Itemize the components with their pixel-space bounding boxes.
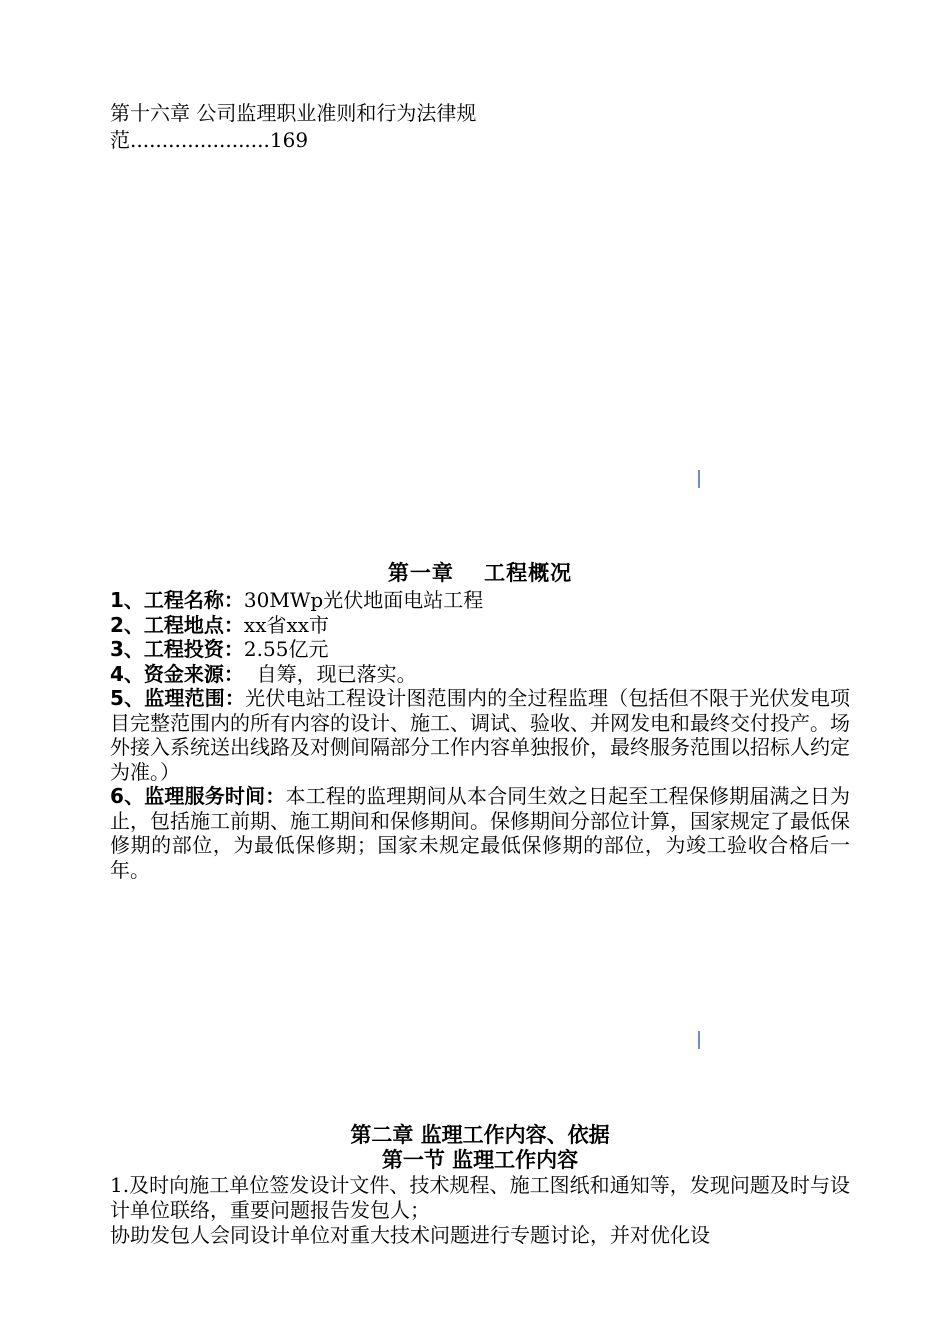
overview-item-name — [110, 588, 850, 613]
item-value: 30MWp光伏地面电站工程 — [243, 588, 484, 612]
section-1-title: 第一节 监理工作内容 — [381, 1148, 579, 1172]
toc-page-number: 169 — [269, 128, 309, 152]
chapter-1-title: 第一章 工程概况 — [387, 561, 573, 585]
overview-item-location — [110, 613, 850, 638]
text-cursor-marker — [698, 470, 700, 488]
item-label: 4、资金来源： — [110, 661, 244, 686]
chapter-2-title: 第二章 监理工作内容、依据 — [350, 1123, 610, 1147]
overview-item-service-time — [110, 784, 850, 882]
chapter-1 — [110, 560, 850, 882]
item-value: 本工程的监理期间从本合同生效之日起至工程保修期届满之日为止，包括施工前期、施工期间和保修期间。保修期间分部位计算，国家规定了最低保修期的部位，为最低保修期；国家未规定最低保修期的部位，为竣工验收合格后一年。 — [110, 784, 850, 882]
text-cursor-marker — [698, 1031, 700, 1049]
body-paragraph: 协助发包人会同设计单位对重大技术问题进行专题讨论，并对优化设 — [110, 1223, 710, 1247]
item-value: 光伏电站工程设计图范围内的全过程监理（包括但不限于光伏发电项目完整范围内的所有内容的设计、施工、调试、验收、并网发电和最终交付投产。场外接入系统送出线路及对侧间隔部分工作内容单独报价，最终服务范围以招标人约定为准。） — [110, 686, 851, 784]
item-value: 自筹，现已落实。 — [243, 661, 417, 686]
chapter-2 — [110, 1123, 850, 1248]
item-label: 3、工程投资： — [110, 637, 244, 661]
item-label: 1、工程名称： — [110, 588, 244, 612]
toc-entry — [110, 100, 570, 154]
toc-title-end: 范 — [110, 128, 130, 152]
item-value: 2.55亿元 — [243, 637, 329, 661]
overview-item-funding — [110, 662, 850, 687]
toc-page-line — [110, 127, 570, 154]
overview-item-investment — [110, 637, 850, 662]
toc-title: 第十六章 公司监理职业准则和行为法律规 — [110, 101, 477, 125]
item-label: 5、监理范围： — [110, 686, 246, 710]
body-paragraph: 1.及时向施工单位签发设计文件、技术规程、施工图纸和通知等，发现问题及时与设计单位联络，重要问题报告发包人； — [110, 1173, 850, 1222]
item-label: 2、工程地点： — [110, 612, 244, 637]
overview-item-scope — [110, 686, 850, 784]
section-1-body — [110, 1173, 850, 1248]
project-overview-list — [110, 588, 850, 882]
item-label: 6、监理服务时间： — [110, 784, 286, 808]
item-value: xx省xx市 — [243, 612, 330, 637]
toc-leader-dots: ...................... — [130, 128, 270, 152]
